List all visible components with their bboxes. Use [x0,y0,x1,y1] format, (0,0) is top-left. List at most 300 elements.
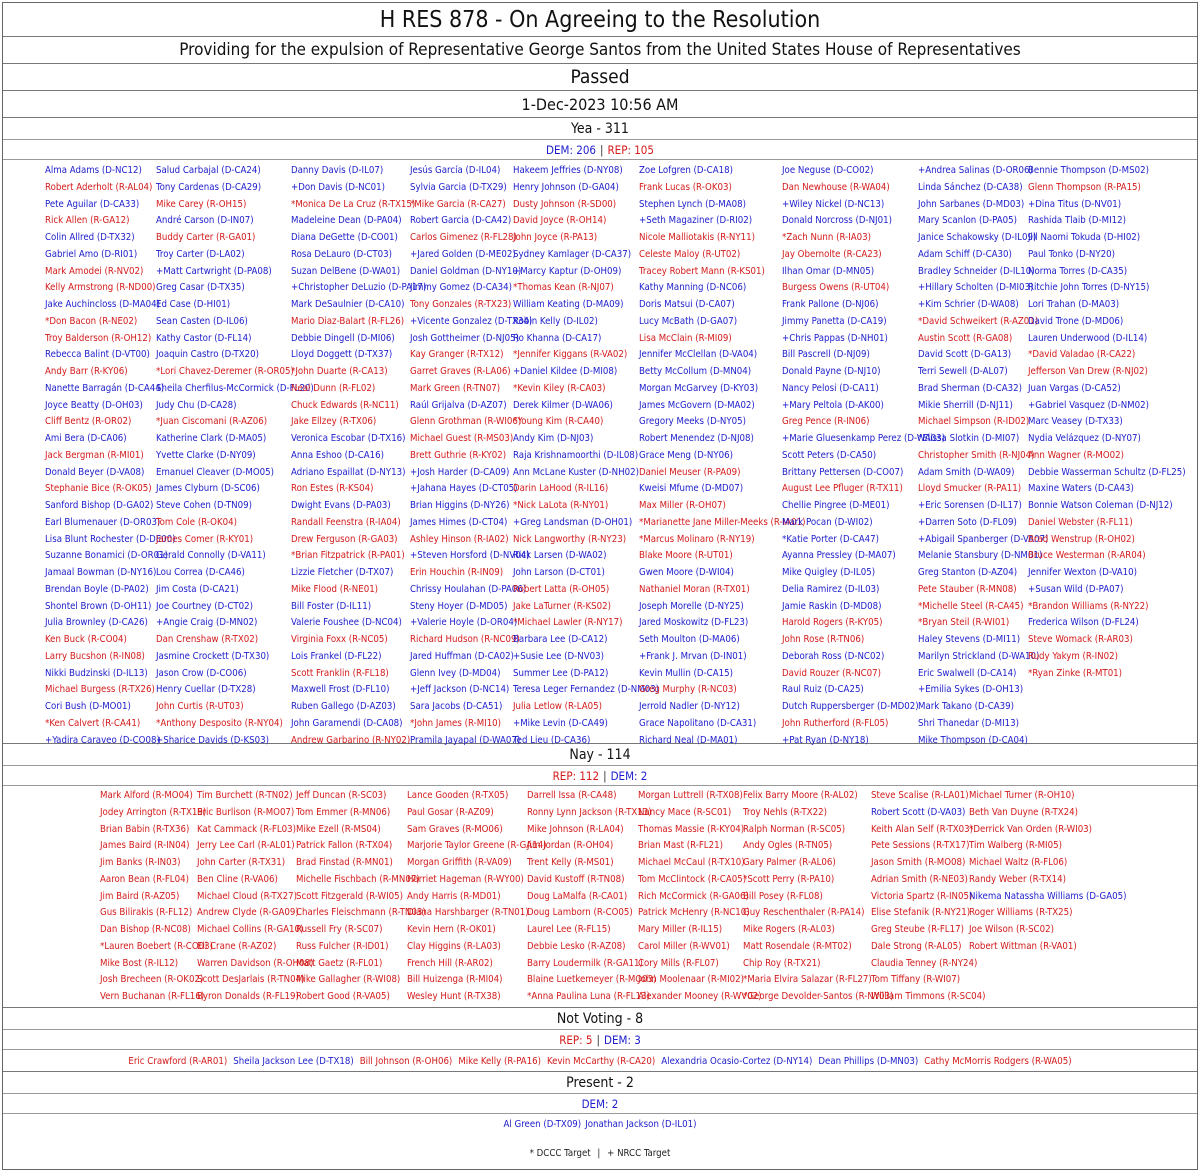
member-name: Lou Correa (D-CA46) [156,567,245,578]
member-name: +Mary Peltola (D-AK00) [782,399,884,411]
member-name: Frederica Wilson (D-FL24) [1028,617,1139,629]
member-name: Donald Norcross (D-NJ01) [782,215,892,227]
member-name: Mark Pocan (D-WI02) [782,516,873,528]
member-name: Eric Burlison (R-MO07) [197,806,295,818]
member-name: David Kustoff (R-TN08) [527,873,625,885]
member-name: Dean Phillips (D-MN03) [818,1055,919,1067]
legend-separator: | [597,1148,601,1159]
not-voting-member-list [3,1050,1197,1072]
member-name: Scott Fitzgerald (R-WI05) [296,890,403,902]
member-name: Brian Higgins (D-NY26) [410,500,510,511]
member-name: Lori Trahan (D-MA03) [1028,299,1120,310]
member-name: Kelly Armstrong (R-ND00) [45,282,156,294]
member-name: Sydney Kamlager (D-CA37) [513,248,632,260]
member-name: Salud Carbajal (D-CA24) [156,165,261,176]
member-name: Brett Guthrie (R-KY02) [410,449,507,461]
member-name: Bill Posey (R-FL08) [743,890,823,902]
member-name: Tom Tiffany (R-WI07) [871,974,961,986]
member-name: Doug LaMalfa (R-CA01) [527,890,628,902]
member-name: Stephen Lynch (D-MA08) [639,198,746,210]
member-name: Jake Auchincloss (D-MA04) [45,299,160,310]
member-name: Pete Stauber (R-MN08) [918,583,1017,595]
member-name: James Comer (R-KY01) [156,533,254,545]
member-name: *Young Kim (R-CA40) [513,416,604,428]
member-name: Joe Neguse (D-CO02) [782,165,874,176]
not-voting-rep-count: REP: 5 [559,1032,593,1047]
member-name: Christopher Smith (R-NJ04) [918,449,1035,461]
member-name: Rebecca Balint (D-VT00) [45,349,150,361]
member-name: Randall Feenstra (R-IA04) [291,516,401,528]
member-name: Nicole Malliotakis (R-NY11) [639,232,756,243]
member-name: Eli Crane (R-AZ02) [197,940,277,952]
member-name: Andy Barr (R-KY06) [45,366,128,377]
member-name: Mary Miller (R-IL15) [638,924,723,935]
present-section [3,1072,1197,1136]
member-name: *Jennifer Kiggans (R-VA02) [513,349,628,361]
member-name: Robert Wittman (R-VA01) [969,940,1077,952]
member-name: *Kevin Kiley (R-CA03) [513,382,606,394]
member-name: Shontel Brown (D-OH11) [45,600,152,612]
member-name: Lloyd Smucker (R-PA11) [918,483,1022,495]
member-name: Tom Cole (R-OK04) [156,516,237,528]
member-name: Mike Ezell (R-MS04) [296,823,381,835]
member-name: Keith Alan Self (R-TX03) [871,823,973,835]
member-name: Kay Granger (R-TX12) [410,349,504,361]
member-name: Daniel Goldman (D-NY10) [410,265,522,277]
member-name: Michael Guest (R-MS03) [410,433,514,444]
member-name: Diana Harshbarger (R-TN01) [407,907,529,919]
member-name: Greg Murphy (R-NC03) [639,684,737,696]
member-name: Steve Scalise (R-LA01) [871,790,969,801]
member-name: Max Miller (R-OH07) [639,500,726,511]
member-name: Andy Ogles (R-TN05) [743,840,833,852]
member-name: Kevin Mullin (D-CA15) [639,667,733,679]
member-name: Lois Frankel (D-FL22) [291,650,382,662]
member-name: Katherine Clark (D-MA05) [156,433,267,444]
member-name: John Rose (R-TN06) [782,634,865,645]
member-name: Steve Womack (R-AR03) [1028,634,1133,645]
member-name: Gabriel Amo (D-RI01) [45,248,138,260]
member-name: Jodey Arrington (R-TX19) [100,806,207,818]
member-name: Nydia Velázquez (D-NY07) [1028,433,1141,444]
member-name: Mikie Sherrill (D-NJ11) [918,399,1013,411]
member-name: Jesús García (D-IL04) [410,165,501,176]
yea-party-breakdown [3,140,1197,160]
member-name: Daniel Meuser (R-PA09) [639,466,741,478]
member-name: Doug Lamborn (R-CO05) [527,907,633,919]
member-name: Richard Hudson (R-NC09) [410,634,520,645]
member-name: Mark Takano (D-CA39) [918,701,1015,712]
member-name: Russ Fulcher (R-ID01) [296,940,389,952]
member-name: +Frank J. Mrvan (D-IN01) [639,650,747,662]
member-name: Anna Eshoo (D-CA16) [291,449,385,461]
member-name: Rick Larsen (D-WA02) [513,550,607,562]
member-name: *Bryan Steil (R-WI01) [918,617,1010,629]
member-name: +Kim Schrier (D-WA08) [918,299,1019,310]
member-name: Pete Aguilar (D-CA33) [45,198,140,210]
member-name: +Mike Levin (D-CA49) [513,717,608,729]
member-name: Gus Bilirakis (R-FL12) [100,907,193,919]
member-name: +Christopher DeLuzio (D-PA17) [291,282,427,294]
member-name: +Andrea Salinas (D-OR06) [918,165,1033,176]
member-name: Ilhan Omar (D-MN05) [782,265,875,277]
not-voting-dem-count: DEM: 3 [604,1032,641,1047]
target-legend [3,1148,1197,1159]
member-name: Russell Fry (R-SC07) [296,924,383,935]
member-name: Linda Sánchez (D-CA38) [918,181,1023,193]
member-name: Pete Sessions (R-TX17) [871,840,970,852]
member-name: Kat Cammack (R-FL03) [197,823,297,835]
member-name: *Maria Elvira Salazar (R-FL27) [743,974,872,986]
member-name: Paul Tonko (D-NY20) [1028,248,1115,260]
member-name: Richard Neal (D-MA01) [639,734,738,746]
member-name: Josh Gottheimer (D-NJ05) [410,332,519,344]
member-name: Henry Johnson (D-GA04) [513,181,619,193]
member-name: +Chris Pappas (D-NH01) [782,332,888,344]
member-name: Darrell Issa (R-CA48) [527,790,617,801]
member-name: Lisa Blunt Rochester (D-DE00) [45,533,176,545]
member-name: Jim Baird (R-AZ05) [100,890,180,902]
member-name: Josh Brecheen (R-OK02) [100,974,204,986]
member-name: +Eric Sorensen (D-IL17) [918,500,1022,511]
member-name: Daniel Webster (R-FL11) [1028,516,1133,528]
not-voting-title: Not Voting - 8 [3,1008,1197,1030]
member-name: Frank Lucas (R-OK03) [639,181,732,193]
member-name: Seth Moulton (D-MA06) [639,634,740,645]
member-name: Dan Bishop (R-NC08) [100,924,191,935]
member-name: Sanford Bishop (D-GA02) [45,500,154,511]
member-name: Janice Schakowsky (D-IL09) [918,232,1037,243]
member-name: Al Green (D-TX09) [503,1118,582,1130]
member-name: *Marianette Jane Miller-Meeks (R-IA01) [639,516,806,528]
member-name: Haley Stevens (D-MI11) [918,634,1021,645]
member-name: +Vicente Gonzalez (D-TX34) [410,315,533,327]
member-name: Joseph Morelle (D-NY25) [639,600,744,612]
member-name: Victoria Spartz (R-IN05) [871,890,973,902]
member-name: Jared Moskowitz (D-FL23) [639,617,749,629]
member-name: *Mike Garcia (R-CA27) [410,198,506,210]
member-name: Carol Miller (R-WV01) [638,940,730,952]
member-name: +Matt Cartwright (D-PA08) [156,265,272,277]
member-name: Jason Crow (D-CO06) [156,667,247,679]
member-name: Mike Rogers (R-AL03) [743,924,835,935]
member-name: Harold Rogers (R-KY05) [782,617,883,629]
member-name: *Lauren Boebert (R-CO03) [100,940,213,952]
member-name: Chrissy Houlahan (D-PA06) [410,583,527,595]
member-name: +Jahana Hayes (D-CT05) [410,483,518,495]
member-name: Pramila Jayapal (D-WA07) [410,734,521,746]
member-name: David Trone (D-MD06) [1028,315,1124,327]
member-name: *Michael Lawler (R-NY17) [513,617,623,629]
member-name: Jay Obernolte (R-CA23) [782,248,882,260]
member-name: Jerry Lee Carl (R-AL01) [197,840,295,852]
member-name: Ben Cline (R-VA06) [197,873,278,885]
member-name: Derek Kilmer (D-WA06) [513,399,613,411]
member-name: Matt Gaetz (R-FL01) [296,957,383,969]
member-name: Earl Blumenauer (D-OR03) [45,516,161,528]
member-name: *Scott Perry (R-PA10) [743,873,835,885]
member-name: Barbara Lee (D-CA12) [513,634,608,645]
member-name: Drew Ferguson (R-GA03) [291,533,398,545]
member-name: John Carter (R-TX31) [197,857,286,868]
member-name: Brad Finstad (R-MN01) [296,857,393,868]
not-voting-party-breakdown [3,1030,1197,1050]
vote-result: Passed [3,64,1197,91]
member-name: Austin Scott (R-GA08) [918,332,1013,344]
member-name: Felix Barry Moore (R-AL02) [743,790,858,801]
member-name: Blake Moore (R-UT01) [639,550,733,562]
member-name: Gary Palmer (R-AL06) [743,857,836,868]
member-name: Andrew Clyde (R-GA09) [197,907,299,919]
member-name: *David Valadao (R-CA22) [1028,349,1136,361]
member-name: Charles Fleischmann (R-TN03) [296,907,426,919]
member-name: Cori Bush (D-MO01) [45,701,131,712]
member-name: Kevin Hern (R-OK01) [407,924,496,935]
member-name: Beth Van Duyne (R-TX24) [969,806,1078,818]
member-name: Adam Schiff (D-CA30) [918,248,1012,260]
member-name: Ed Case (D-HI01) [156,299,231,310]
member-name: +Emilia Sykes (D-OH13) [918,684,1024,696]
member-name: Bill Pascrell (D-NJ09) [782,349,870,361]
member-name: David Rouzer (R-NC07) [782,667,882,679]
member-name: Ronny Lynn Jackson (R-TX13) [527,806,652,818]
member-name: Dutch Ruppersberger (D-MD02) [782,701,919,712]
member-name: *Anthony Desposito (R-NY04) [156,717,283,729]
present-dem-count: DEM: 2 [581,1096,619,1111]
member-name: John Joyce (R-PA13) [513,232,598,243]
member-name: Melanie Stansbury (D-NM01) [918,550,1043,562]
member-name: Jonathan Jackson (D-IL01) [585,1118,697,1130]
member-name: Brad Sherman (D-CA32) [918,382,1022,394]
member-name: Bill Johnson (R-OH06) [359,1055,453,1067]
member-name: Andrew Garbarino (R-NY02) [291,734,411,746]
member-name: David Scott (D-GA13) [918,349,1012,361]
member-name: Paul Gosar (R-AZ09) [407,806,494,818]
member-name: Lauren Underwood (D-IL14) [1028,332,1148,344]
member-name: Greg Casar (D-TX35) [156,282,245,294]
member-name: Troy Balderson (R-OH12) [45,332,152,344]
member-name: Neal Dunn (R-FL02) [291,382,376,394]
member-name: Dan Newhouse (R-WA04) [782,181,890,193]
member-name: Jim Jordan (R-OH04) [527,840,614,852]
member-name: David Joyce (R-OH14) [513,215,607,227]
member-name: Grace Napolitano (D-CA31) [639,717,757,729]
bill-description: Providing for the expulsion of Representative George Santos from the United States House of Representatives [3,37,1197,64]
yea-count-separator: | [599,142,604,157]
member-name: +Don Davis (D-NC01) [291,181,386,193]
member-name: Glenn Thompson (R-PA15) [1028,181,1141,193]
member-name: Kathy Castor (D-FL14) [156,332,252,344]
member-name: John Moolenaar (R-MI02) [638,974,744,986]
member-name: Cliff Bentz (R-OR02) [45,416,132,428]
member-name: Jennifer McClellan (D-VA04) [639,349,758,361]
member-name: Betty McCollum (D-MN04) [639,366,752,377]
member-name: Brian Babin (R-TX36) [100,823,190,835]
member-name: Roger Williams (R-TX25) [969,907,1073,919]
member-name: Chip Roy (R-TX21) [743,957,821,969]
member-name: Dale Strong (R-AL05) [871,940,962,952]
member-name: Bradley Schneider (D-IL10) [918,265,1035,277]
member-name: Jason Smith (R-MO08) [871,857,966,868]
member-name: Guy Reschenthaler (R-PA14) [743,907,865,919]
member-name: Sylvia Garcia (D-TX29) [410,181,507,193]
member-name: Lance Gooden (R-TX05) [407,790,509,801]
member-name: Michael Turner (R-OH10) [969,790,1075,801]
member-name: Adrian Smith (R-NE03) [871,873,968,885]
member-name: Andy Kim (D-NJ03) [513,433,594,444]
yea-rep-count: REP: 105 [607,142,654,157]
member-name: Michael McCaul (R-TX10) [638,857,745,868]
member-name: Jimmy Panetta (D-CA19) [782,315,887,327]
member-name: +Sharice Davids (D-KS03) [156,734,269,746]
member-name: Debbie Lesko (R-AZ08) [527,940,626,952]
bill-title: H RES 878 - On Agreeing to the Resolution [3,3,1197,37]
member-name: Patrick McHenry (R-NC10) [638,907,750,919]
member-name: James Himes (D-CT04) [410,516,508,528]
member-name: *Juan Ciscomani (R-AZ06) [156,416,268,428]
member-name: Suzan DelBene (D-WA01) [291,265,401,277]
member-name: Nancy Mace (R-SC01) [638,806,732,818]
member-name: Carlos Gimenez (R-FL28) [410,232,517,243]
member-name: August Lee Pfluger (R-TX11) [782,483,903,495]
member-name: Ruben Gallego (D-AZ03) [291,701,396,712]
member-name: Morgan Griffith (R-VA09) [407,857,512,868]
member-name: Julia Brownley (D-CA26) [45,617,148,629]
member-name: Glenn Grothman (R-WI06) [410,416,522,428]
nrcc-target-legend: + NRCC Target [607,1148,671,1159]
member-name: French Hill (R-AR02) [407,957,493,969]
member-name: James Baird (R-IN04) [100,840,190,852]
member-name: Gwen Moore (D-WI04) [639,567,734,578]
member-name: Lisa McClain (R-MI09) [639,332,732,344]
member-name: Julia Letlow (R-LA05) [513,701,603,712]
nay-member-list [3,786,1197,1006]
member-name: Robert Good (R-VA05) [296,991,390,1002]
member-name: Rich McCormick (R-GA06) [638,890,749,902]
member-name: Ken Buck (R-CO04) [45,634,127,645]
member-name: *John Duarte (R-CA13) [291,366,388,377]
member-name: Thomas Massie (R-KY04) [638,823,745,835]
member-name: Chellie Pingree (D-ME01) [782,500,890,511]
member-name: *Michelle Steel (R-CA45) [918,600,1024,612]
member-name: James Clyburn (D-SC06) [156,483,260,495]
member-name: William Timmons (R-SC04) [871,991,986,1002]
member-name: *Anna Paulina Luna (R-FL13) [527,991,650,1002]
member-name: +Jared Golden (D-ME02) [410,248,516,260]
member-name: Rick Allen (R-GA12) [45,215,130,227]
member-name: Marilyn Strickland (D-WA10) [918,650,1040,662]
member-name: Debbie Wasserman Schultz (D-FL25) [1028,466,1186,478]
member-name: Alexander Mooney (R-WV02) [638,991,762,1002]
nay-dem-count: DEM: 2 [610,768,648,783]
member-name: Diana DeGette (D-CO01) [291,232,398,243]
member-name: Emanuel Cleaver (D-MO05) [156,466,274,478]
member-name: Celeste Maloy (R-UT02) [639,248,741,260]
member-name: +Marcy Kaptur (D-OH09) [513,265,622,277]
member-name: Randy Weber (R-TX14) [969,873,1066,885]
member-name: Vern Buchanan (R-FL16) [100,991,205,1002]
member-name: Adam Smith (D-WA09) [918,466,1015,478]
member-name: Donald Beyer (D-VA08) [45,466,145,478]
member-name: John Sarbanes (D-MD03) [918,198,1025,210]
member-name: Mark Alford (R-MO04) [100,790,193,801]
member-name: *Elissa Slotkin (D-MI07) [918,433,1020,444]
member-name: Colin Allred (D-TX32) [45,232,135,243]
member-name: James McGovern (D-MA02) [639,399,755,411]
member-name: Tracey Robert Mann (R-KS01) [639,265,765,277]
member-name: Laurel Lee (R-FL15) [527,924,611,935]
nay-section [3,744,1197,1008]
member-name: Eric Crawford (R-AR01) [128,1055,228,1067]
member-name: Rudy Yakym (R-IN02) [1028,650,1118,662]
member-name: Raúl Grijalva (D-AZ07) [410,399,507,411]
member-name: Sara Jacobs (D-CA51) [410,701,503,712]
member-name: Nick Langworthy (R-NY23) [513,533,627,545]
member-name: Jennifer Wexton (D-VA10) [1028,567,1138,578]
member-name: +Wiley Nickel (D-NC13) [782,198,885,210]
member-name: Morgan McGarvey (D-KY03) [639,382,759,394]
member-name: Blaine Luetkemeyer (R-MO03) [527,974,657,986]
member-name: Tom McClintock (R-CA05) [638,873,747,885]
member-name: Dwight Evans (D-PA03) [291,500,391,511]
member-name: Nikema Natassha Williams (D-GA05) [969,890,1127,902]
member-name: Aaron Bean (R-FL04) [100,873,189,885]
member-name: Madeleine Dean (D-PA04) [291,215,402,227]
member-name: +Angie Craig (D-MN02) [156,617,258,629]
vote-report [2,2,1198,1170]
member-name: +Gabriel Vasquez (D-NM02) [1028,399,1149,411]
member-name: *John James (R-MI10) [410,717,502,729]
member-name: Jim Costa (D-CA21) [156,583,239,595]
member-name: Elise Stefanik (R-NY21) [871,907,971,919]
member-name: Mike Quigley (D-IL05) [782,567,876,578]
member-name: *Don Bacon (R-NE02) [45,315,138,327]
member-name: Deborah Ross (D-NC02) [782,650,885,662]
member-name: Bonnie Watson Coleman (D-NJ12) [1028,500,1173,511]
member-name: Jill Naomi Tokuda (D-HI02) [1028,232,1141,243]
member-name: Tim Burchett (R-TN02) [197,790,293,801]
member-name: Mike Flood (R-NE01) [291,583,379,595]
member-name: *George Devolder-Santos (R-NY03) [743,991,894,1002]
member-name: Robert Scott (D-VA03) [871,806,966,818]
nay-rep-count: REP: 112 [552,768,600,783]
member-name: John Curtis (R-UT03) [156,701,244,712]
member-name: Robert Garcia (D-CA42) [410,215,512,227]
nay-count-separator: | [603,768,607,783]
member-name: Greg Steube (R-FL17) [871,924,964,935]
yea-member-list [3,160,1197,749]
member-name: Matt Rosendale (R-MT02) [743,940,852,952]
member-name: Troy Carter (D-LA02) [156,248,245,260]
present-party-breakdown [3,1094,1197,1114]
member-name: Michael Waltz (R-FL06) [969,857,1068,868]
member-name: Kevin McCarthy (R-CA20) [546,1055,656,1067]
member-name: Mark Green (R-TN07) [410,382,501,394]
member-name: Michael Collins (R-GA10) [197,924,304,935]
member-name: Troy Nehls (R-TX22) [743,806,827,818]
member-name: Michael Simpson (R-ID02) [918,416,1030,428]
member-name: Robert Menendez (D-NJ08) [639,433,754,444]
member-name: Darin LaHood (R-IL16) [513,483,609,495]
member-name: Raja Krishnamoorthi (D-IL08) [513,449,639,461]
member-name: Donald Payne (D-NJ10) [782,366,881,377]
member-name: *Brian Fitzpatrick (R-PA01) [291,550,405,562]
member-name: Andy Harris (R-MD01) [407,890,501,902]
member-name: Nanette Barragán (D-CA44) [45,382,165,394]
member-name: *Derrick Van Orden (R-WI03) [969,823,1093,835]
member-name: Adriano Espaillat (D-NY13) [291,466,406,478]
dccc-target-legend: * DCCC Target [529,1148,591,1159]
